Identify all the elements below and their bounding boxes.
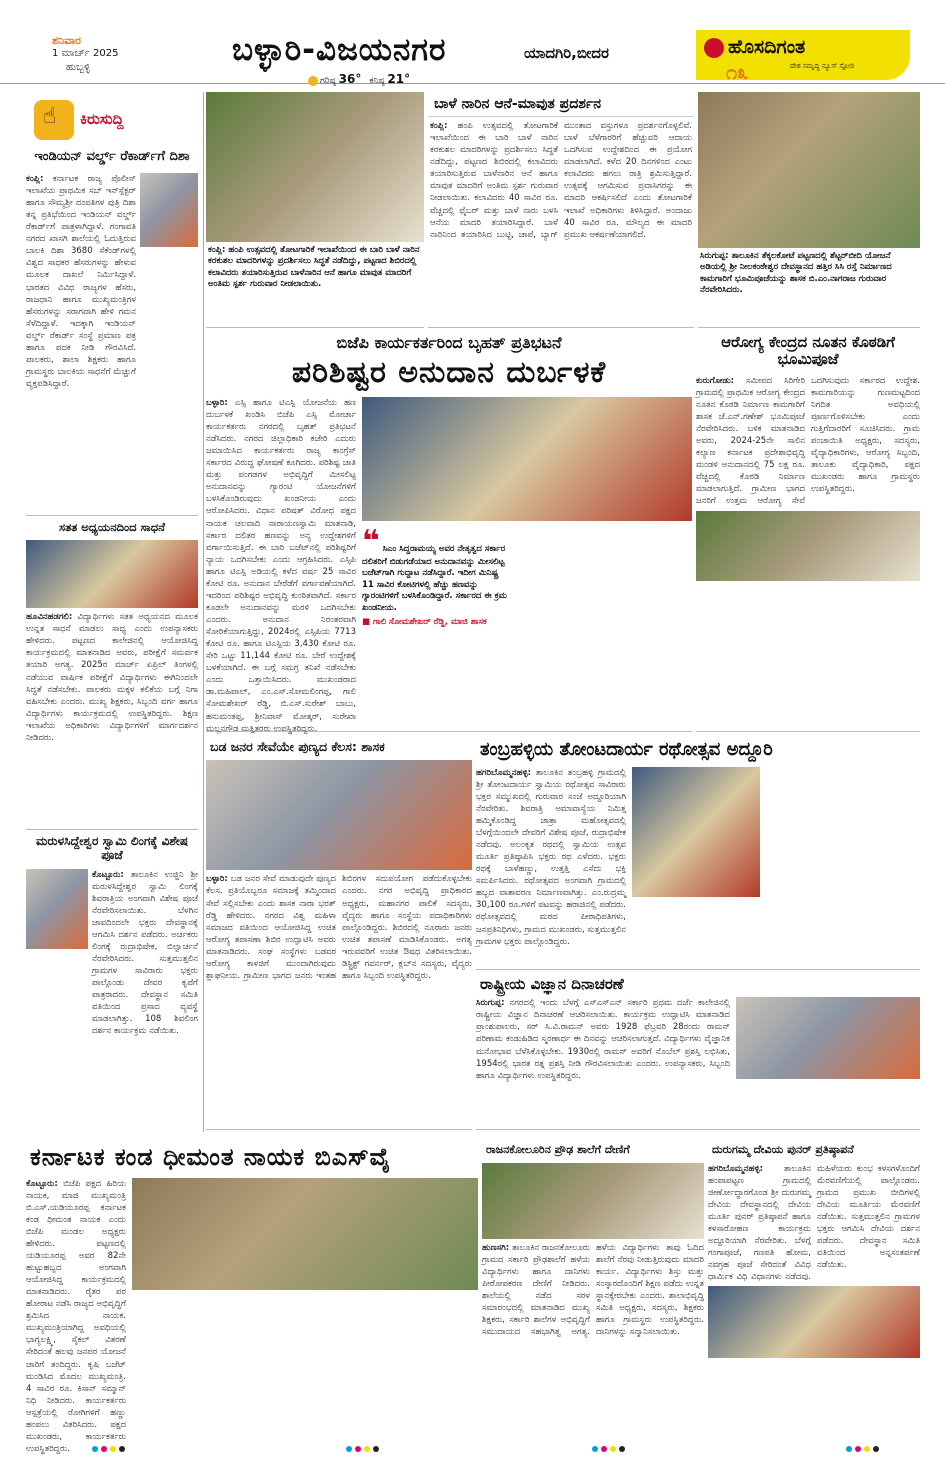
elephant-photo-block bbox=[206, 92, 424, 328]
byline: ಕಂಪ್ಲಿ: bbox=[26, 173, 44, 184]
headline: ಇಂಡಿಯನ್ ವರ್ಲ್ಡ್ ರೆಕಾರ್ಡ್‌ಗೆ ದಿಶಾ bbox=[34, 149, 190, 164]
headline: ಮರುಳಸಿದ್ದೇಶ್ವರ ಸ್ವಾಮಿ ಲಿಂಗಕ್ಕೆ ವಿಶೇಷ ಪೂಜೆ bbox=[36, 834, 188, 862]
photo-caption: ಕಂಪ್ಲಿ: ಹಂಪಿ ಉತ್ಸವದಲ್ಲಿ ತೋಟಗಾರಿಕೆ ಇಲಾಖೆಯಿಂದ ಈ ಬಾರಿ ಬಾಳೆ ನಾರಿನ ಕರಕುಶಲ ಮಾದರಿಗಳನ್ನು ಪ್ರದರ್ಶಿಸಲು ಸಿದ್ಧತೆ ನಡೆದಿದ್ದು, ಪಟ್ಟಣದ ಶಿಬಿರದಲ್ಲಿ ಕಲಾವಿದರು ತಯಾರಿಸುತ್ತಿರುವ ಬಾಳೆನಾರಿನ ಆನೆ ಹಾಗೂ ಮಾವುತ ಮಾದರಿಗೆ ಅಂತಿಮ ಸ್ಪರ್ಶ ಗುರುವಾರ ನೀಡಲಾಯಿತು. bbox=[208, 245, 420, 290]
logo-emblem-icon bbox=[704, 38, 724, 58]
print-registration-marks bbox=[92, 1446, 125, 1452]
print-registration-marks bbox=[846, 1446, 879, 1452]
brief-world-record bbox=[26, 146, 198, 516]
page-number: ೧೩ bbox=[726, 60, 749, 84]
column-divider bbox=[203, 92, 204, 1132]
article-bsy-leader: ಕರ್ನಾಟಕ ಕಂಡ ಧೀಮಂತ ನಾಯಕ ಬಿಎಸ್‌ವೈ ಕೊಟ್ಟೂರು: ಬಿಜೆಪಿ ಪಕ್ಷದ ಹಿರಿಯ ನಾಯಕ, ಮಾಜಿ ಮುಖ್ಯಮಂತ್ರಿ ಬಿ.ಎಸ್.ಯಡಿಯೂರಪ್ಪ ಕರ್ನಾಟಕ ಕಂಡ ಧೀಮಂತ ನಾಯಕ ಎಂದು ಬಿಜೆಪಿ ಮಂಡಲ ಅಧ್ಯಕ್ಷರು ಹೇಳಿದರು. ಪಟ್ಟಣದಲ್ಲಿ ಯಡಿಯೂರಪ್ಪ ಅವರ 82ನೇ ಹುಟ್ಟುಹಬ್ಬದ ಅಂಗವಾಗಿ ಆಯೋಜಿಸಿದ್ದ ಕಾರ್ಯಕ್ರಮದಲ್ಲಿ ಮಾತನಾಡಿದರು. ರೈತರ ಪರ ಹೋರಾಟ ನಡೆಸಿ ರಾಜ್ಯದ ಅಭಿವೃದ್ಧಿಗೆ ಶ್ರಮಿಸಿದ ನಾಯಕ. ಮುಖ್ಯಮಂತ್ರಿಯಾಗಿದ್ದ ಅವಧಿಯಲ್ಲಿ ಭಾಗ್ಯಲಕ್ಷ್ಮಿ, ಸೈಕಲ್ ವಿತರಣೆ ಸೇರಿದಂತೆ ಹಲವು ಜನಪರ ಯೋಜನೆ ಜಾರಿಗೆ ತಂದಿದ್ದರು. ಕೃಷಿ ಬಜೆಟ್ ಮಂಡಿಸಿದ ಮೊದಲ ಮುಖ್ಯಮಂತ್ರಿ. 4 ಸಾವಿರ ರೂ. ಕಿಸಾನ್ ಸಮ್ಮಾನ್ ನಿಧಿ ನೀಡಿದರು. ಕಾರ್ಯಕರ್ತರು ಆಸ್ಪತ್ರೆಯಲ್ಲಿ ರೋಗಿಗಳಿಗೆ ಹಣ್ಣು ಹಂಪಲು ವಿತರಿಸಿದರು. ಪಕ್ಷದ ಮುಖಂಡರು, ಕಾರ್ಯಕರ್ತರು ಉಪಸ್ಥಿತರಿದ್ದರು. bbox=[26, 1138, 478, 1438]
health-camp-group-photo bbox=[206, 760, 472, 870]
article-body: ಕರ್ನಾಟಕ ರಾಜ್ಯ ಪೊಲೀಸ್ ಇಲಾಖೆಯ ಪ್ರಾಥಮಿಕ ಸಬ್ ಇನ್‌ಸ್ಪೆಕ್ಟರ್ ಹಾಗೂ ಸೌಮ್ಯಶ್ರೀ ದಂಪತಿಗಳ ಪುತ್ರಿ ದಿಶಾ ತನ್ನ ಪ್ರತಿಭೆಯಿಂದ ಇಂಡಿಯನ್ ವರ್ಲ್ಡ್ ರೆಕಾರ್ಡ್‌ಗೆ ಪಾತ್ರಳಾಗಿದ್ದಾಳೆ. ಗಂಗಾವತಿ ನಗರದ ಖಾಸಗಿ ಶಾಲೆಯಲ್ಲಿ ಓದುತ್ತಿರುವ ಬಾಲಕಿ ದಿಶಾ 3680 ಸೆಕೆಂಡ್‌ಗಳಲ್ಲಿ ವಿಶ್ವದ ಸಾಧಕರ ಹೆಸರುಗಳನ್ನು ಹೇಳುವ ಮೂಲಕ ದಾಖಲೆ ನಿರ್ಮಿಸಿದ್ದಾಳೆ. ಭಾರತದ ವಿವಿಧ ರಾಜ್ಯಗಳ ಹೆಸರು, ರಾಜಧಾನಿ ಹಾಗೂ ಮುಖ್ಯಮಂತ್ರಿಗಳ ಹೆಸರುಗಳನ್ನು ಸರಾಗವಾಗಿ ಹೇಳಿ ಗಮನ ಸೆಳೆದಿದ್ದಾಳೆ. ಇದಕ್ಕಾಗಿ ಇಂಡಿಯನ್ ವರ್ಲ್ಡ್ ರೆಕಾರ್ಡ್ ಸಂಸ್ಥೆ ಪ್ರಮಾಣ ಪತ್ರ ಹಾಗೂ ಪದಕ ನೀಡಿ ಗೌರವಿಸಿದೆ. ಪಾಲಕರು, ಶಾಲಾ ಶಿಕ್ಷಕರು ಹಾಗೂ ಗ್ರಾಮಸ್ಥರು ಬಾಲಕಿಯ ಸಾಧನೆಗೆ ಮೆಚ್ಚುಗೆ ವ್ಯಕ್ತಪಡಿಸಿದ್ದಾರೆ. bbox=[26, 173, 136, 389]
brief-study-achievement: ಸತತ ಅಧ್ಯಯನದಿಂದ ಸಾಧನೆ ಹೂವಿನಹಡಗಲಿ: ವಿದ್ಯಾರ್ಥಿಗಳು ಸತತ ಅಧ್ಯಯನದ ಮೂಲಕ ಉನ್ನತ ಸಾಧನೆ ಮಾಡಲು ಸಾಧ್ಯ ಎಂದು ಉಪನ್ಯಾಸಕರು ಹೇಳಿದರು. ಪಟ್ಟಣದ ಕಾಲೇಜಿನಲ್ಲಿ ಆಯೋಜಿಸಿದ್ದ ಕಾರ್ಯಕ್ರಮದಲ್ಲಿ ಮಾತನಾಡಿದ ಅವರು, ಪರೀಕ್ಷೆಗೆ ಸಮರ್ಪಕ ತಯಾರಿ ಅಗತ್ಯ. 2025ರ ಮಾರ್ಚ್ ಏಪ್ರಿಲ್ ತಿಂಗಳಲ್ಲಿ ನಡೆಯುವ ವಾರ್ಷಿಕ ಪರೀಕ್ಷೆಗೆ ವಿದ್ಯಾರ್ಥಿಗಳು ಈಗಿನಿಂದಲೇ ಸಿದ್ಧತೆ ನಡೆಸಬೇಕು. ಪಾಲಕರು ಮಕ್ಕಳ ಕಲಿಕೆಯ ಬಗ್ಗೆ ನಿಗಾ ವಹಿಸಬೇಕು ಎಂದರು. ಮುಖ್ಯ ಶಿಕ್ಷಕರು, ಸಿಬ್ಬಂದಿ ವರ್ಗ ಹಾಗೂ ವಿದ್ಯಾರ್ಥಿಗಳು ಕಾರ್ಯಕ್ರಮದಲ್ಲಿ ಉಪಸ್ಥಿತರಿದ್ದರು. ಶಿಕ್ಷಣ ಇಲಾಖೆಯ ಅಧಿಕಾರಿಗಳು ವಿದ್ಯಾರ್ಥಿಗಳಿಗೆ ಮಾರ್ಗದರ್ಶನ ನೀಡಿದರು. bbox=[26, 518, 198, 830]
banana-fiber-elephant-photo bbox=[206, 92, 424, 242]
quote-text: ಸಿಎಂ ಸಿದ್ದರಾಮಯ್ಯ ಅವರ ನೇತೃತ್ವದ ಸರ್ಕಾರ ದಲಿತರಿಗೆ ಬಿಡುಗಡೆಯಾದ ಅನುದಾನವನ್ನು ಮೀಸಲಿಟ್ಟ ಬಜೆಟ್‌ಗಾಗಿ ಗುದ್ದಾಟ ನಡೆಸಿದ್ದಾರೆ. ಇದೀಗ ಮಿನಿಷ್ಟ್ರ 11 ಸಾವಿರ ಕೋಟಿಗಳಲ್ಲಿ ಹೆಚ್ಚು ಹಣವನ್ನು ಗ್ಯಾರಂಟಿಗಳಿಗೆ ಬಳಸಿಕೊಂಡಿದ್ದಾರೆ. ಸರ್ಕಾರದ ಈ ಕ್ರಮ ಖಂಡನೀಯ. bbox=[362, 543, 507, 613]
chariot-crowd-photo bbox=[632, 767, 760, 897]
article-durugamma-temple: ದುರುಗಮ್ಮ ದೇವಿಯ ಪುನರ್ ಪ್ರತಿಷ್ಠಾಪನೆ ಹಗರಿಬೊಮ್ಮನಹಳ್ಳಿ: ತಾಲೂಕಿನ ಹಂಪಾಪಟ್ಟಣ ಗ್ರಾಮದಲ್ಲಿ ಜೀರ್ಣೋದ್ಧಾರಗೊಂಡ ಶ್ರೀ ದುರುಗಮ್ಮ ದೇವಿಯ ದೇವಸ್ಥಾನದಲ್ಲಿ ದೇವಿಯ ಮೂರ್ತಿ ಪುನರ್ ಪ್ರತಿಷ್ಠಾಪನೆ ಹಾಗೂ ಕಳಸಾರೋಹಣ ಕಾರ್ಯಕ್ರಮ ಅದ್ದೂರಿಯಾಗಿ ನೆರವೇರಿತು. ಬೆಳಗ್ಗೆ ಗಂಗಾಪೂಜೆ, ಗಣಪತಿ ಹೋಮ, ನವಗ್ರಹ ಪೂಜೆ ಸೇರಿದಂತೆ ವಿವಿಧ ಧಾರ್ಮಿಕ ವಿಧಿ ವಿಧಾನಗಳು ನಡೆದವು. ಮಹಿಳೆಯರು ಕುಂಭ ಕಳಸಗಳೊಂದಿಗೆ ಮೆರವಣಿಗೆಯಲ್ಲಿ ಪಾಲ್ಗೊಂಡರು. ಗ್ರಾಮದ ಪ್ರಮುಖ ಬೀದಿಗಳಲ್ಲಿ ದೇವಿಯ ಮೂರ್ತಿಯ ಮೆರವಣಿಗೆ ನಡೆಯಿತು. ಸುತ್ತಮುತ್ತಲಿನ ಗ್ರಾಮಗಳ ಭಕ್ತರು ಆಗಮಿಸಿ ದೇವಿಯ ದರ್ಶನ ಪಡೆದರು. ದೇವಸ್ಥಾನ ಸಮಿತಿ ವತಿಯಿಂದ ಅನ್ನಸಂತರ್ಪಣೆ ನಡೆಯಿತು. bbox=[708, 1138, 920, 1438]
science-day-event-photo bbox=[736, 997, 920, 1079]
article-body: ತಾಲೂಕಿನ ಉಜ್ಜಿನಿ ಶ್ರೀ ಮರುಳಸಿದ್ದೇಶ್ವರ ಸ್ವಾಮಿ ಲಿಂಗಕ್ಕೆ ಶಿವರಾತ್ರಿಯ ಅಂಗವಾಗಿ ವಿಶೇಷ ಪೂಜೆ ನೆರವೇರಿಸಲಾಯಿತು. ಬೆಳಗಿನ ಜಾವದಿಂದಲೇ ಭಕ್ತರು ದೇವಸ್ಥಾನಕ್ಕೆ ಆಗಮಿಸಿ ದರ್ಶನ ಪಡೆದರು. ಅರ್ಚಕರು ಲಿಂಗಕ್ಕೆ ರುದ್ರಾಭಿಷೇಕ, ಬಿಲ್ವಾರ್ಚನೆ ನೆರವೇರಿಸಿದರು. ಸುತ್ತಮುತ್ತಲಿನ ಗ್ರಾಮಗಳ ಸಾವಿರಾರು ಭಕ್ತರು ಪಾಲ್ಗೊಂಡು ದೇವರ ಕೃಪೆಗೆ ಪಾತ್ರರಾದರು. ದೇವಸ್ಥಾನ ಸಮಿತಿ ವತಿಯಿಂದ ಪ್ರಸಾದ ವ್ಯವಸ್ಥೆ ಮಾಡಲಾಗಿತ್ತು. 108 ಶಿವಲಿಂಗ ದರ್ಶನ ಕಾರ್ಯಕ್ರಮ ನಡೆಯಿತು. bbox=[92, 869, 198, 1037]
lead-article-sc-funds: ಬಿಜೆಪಿ ಕಾರ್ಯಕರ್ತರಿಂದ ಬೃಹತ್ ಪ್ರತಿಭಟನೆ ಪರಿಶಿಷ್ಟರ ಅನುದಾನ ದುರ್ಬಳಕೆ ಬಳ್ಳಾರಿ: ಎಸ್ಸಿ ಹಾಗೂ ಟಿಎಸ್ಪಿ ಯೋಜನೆಯ ಹಣ ದುರ್ಬಳಕೆ ಖಂಡಿಸಿ ಬಿಜೆಪಿ ಎಸ್ಸಿ ಮೋರ್ಚಾ ಕಾರ್ಯಕರ್ತರು ನಗರದಲ್ಲಿ ಬೃಹತ್ ಪ್ರತಿಭಟನೆ ನಡೆಸಿದರು. ನಗರದ ಜಿಲ್ಲಾಧಿಕಾರಿ ಕಚೇರಿ ಎದುರು ಜಮಾಯಿಸಿದ ಕಾರ್ಯಕರ್ತರು ರಾಜ್ಯ ಕಾಂಗ್ರೆಸ್ ಸರ್ಕಾರದ ವಿರುದ್ಧ ಘೋಷಣೆ ಕೂಗಿದರು. ಪರಿಶಿಷ್ಟ ಜಾತಿ ಮತ್ತು ಪಂಗಡಗಳ ಅಭಿವೃದ್ಧಿಗೆ ಮೀಸಲಿಟ್ಟ ಅನುದಾನವನ್ನು ಗ್ಯಾರಂಟಿ ಯೋಜನೆಗಳಿಗೆ ಬಳಸಿಕೊಂಡಿರುವುದು ಖಂಡನೀಯ ಎಂದು ಆರೋಪಿಸಿದರು. ವಿಧಾನ ಪರಿಷತ್ ವಿರೋಧ ಪಕ್ಷದ ನಾಯಕ ಚಲವಾದಿ ನಾರಾಯಣಸ್ವಾಮಿ ಮಾತನಾಡಿ, ಸರ್ಕಾರ ದಲಿತರ ಹಣವನ್ನು ಅನ್ಯ ಉದ್ದೇಶಗಳಿಗೆ ವರ್ಗಾಯಿಸುತ್ತಿದೆ. ಈ ಬಾರಿ ಬಜೆಟ್‌ನಲ್ಲಿ ಪರಿಶಿಷ್ಟರಿಗೆ ನ್ಯಾಯ ಒದಗಿಸಬೇಕು ಎಂದು ಆಗ್ರಹಿಸಿದರು. ಎಸ್ಸಿಪಿ ಹಾಗೂ ಟಿಎಸ್ಪಿ ಅಡಿಯಲ್ಲಿ ಕಳೆದ ವರ್ಷ 25 ಸಾವಿರ ಕೋಟಿ ರೂ. ಅನುದಾನ ಬೇರೆಡೆಗೆ ವರ್ಗಾವಣೆಯಾಗಿದೆ. ಇದರಿಂದ ಪರಿಶಿಷ್ಟರ ಅಭಿವೃದ್ಧಿ ಕುಂಠಿತವಾಗಿದೆ. ಸರ್ಕಾರ ಕೂಡಲೇ ಅನುದಾನವನ್ನು ಮರಳಿ ಒದಗಿಸಬೇಕು ಎಂದರು. ಅನುದಾನ ನಿರಂತರವಾಗಿ ಸೋರಿಕೆಯಾಗುತ್ತಿದ್ದು, 2024ರಲ್ಲಿ ಎಸ್ಸಿಪಿಯ 7713 ಕೋಟಿ ರೂ. ಹಾಗೂ ಟಿಎಸ್ಪಿಯ 3,430 ಕೋಟಿ ರೂ. ಸೇರಿ ಒಟ್ಟು 11,144 ಕೋಟಿ ರೂ. ಬೇರೆ ಉದ್ದೇಶಕ್ಕೆ ಬಳಕೆಯಾಗಿದೆ. ಈ ಬಗ್ಗೆ ಸಮಗ್ರ ತನಿಖೆ ನಡೆಸಬೇಕು ಎಂದು ಒತ್ತಾಯಿಸಿದರು. ಮುಖಂಡರಾದ ಡಾ.ಮಹಿಪಾಲ್, ಎಂ.ಎಸ್.ಸೋಮಲಿಂಗಪ್ಪ, ಗಾಲಿ ಸೋಮಶೇಖರ್ ರೆಡ್ಡಿ, ಬಿ.ಎಸ್.ಸುರೇಶ್ ಬಾಬು, ಹನುಮಂತಪ್ಪ, ಶ್ರೀನಿವಾಸ್ ಮೋತ್ಕರ್, ಸುರೇಖಾ ಮಲ್ಲನಗೌಡ ಮತ್ತಿತರರು ಉಪಸ್ಥಿತರಿದ್ದರು. ❝ ಸಿಎಂ ಸಿದ್ದರಾಮಯ್ಯ ಅವರ ನೇತೃತ್ವದ ಸರ್ಕಾರ ದಲಿತರಿಗೆ ಬಿಡುಗಡೆಯಾದ ಅನುದಾನವನ್ನು ಮೀಸಲಿಟ್ಟ ಬಜೆಟ್‌ಗಾಗಿ ಗುದ್ದಾಟ ನಡೆಸಿದ್ದಾರೆ. ಇದೀಗ ಮಿನಿಷ್ಟ್ರ 11 ಸಾವಿರ ಕೋಟಿಗಳಲ್ಲಿ ಹೆಚ್ಚು ಹಣವನ್ನು ಗ್ಯಾರಂಟಿಗಳಿಗೆ ಬಳಸಿಕೊಂಡಿದ್ದಾರೆ. ಸರ್ಕಾರದ ಈ ಕ್ರಮ ಖಂಡನೀಯ. ■ ಗಾಲಿ ಸೋಮಶೇಖರ್ ರೆಡ್ಡಿ, ಮಾಜಿ ಶಾಸಕ bbox=[206, 330, 692, 732]
weather-high: ಗರಿಷ್ಠ 36° bbox=[308, 72, 361, 86]
protest-crowd-photo bbox=[362, 397, 692, 521]
article-body-continued bbox=[766, 767, 920, 948]
health-bhoomipooja-photo bbox=[696, 511, 920, 581]
school-donation-photo bbox=[482, 1163, 704, 1239]
article-body: ನಗರದಲ್ಲಿ ಇಂದು ಬೆಳಗ್ಗೆ ಎಸ್‌ಎಸ್‌ಎನ್ ಸರ್ಕಾರಿ ಪ್ರಥಮ ದರ್ಜೆ ಕಾಲೇಜಿನಲ್ಲಿ ರಾಷ್ಟ್ರೀಯ ವಿಜ್ಞಾನ ದಿನಾಚರಣೆ ಆಚರಿಸಲಾಯಿತು. ಕಾರ್ಯಕ್ರಮ ಉದ್ಘಾಟಿಸಿ ಮಾತನಾಡಿದ ಪ್ರಾಂಶುಪಾಲರು, ಸರ್ ಸಿ.ವಿ.ರಾಮನ್ ಅವರು 1928 ಫೆಬ್ರವರಿ 28ರಂದು ರಾಮನ್ ಪರಿಣಾಮ ಕಂಡುಹಿಡಿದ ಸ್ಮರಣಾರ್ಥ ಈ ದಿನವನ್ನು ಆಚರಿಸಲಾಗುತ್ತದೆ. ವಿದ್ಯಾರ್ಥಿಗಳು ವೈಜ್ಞಾನಿಕ ಮನೋಭಾವ ಬೆಳೆಸಿಕೊಳ್ಳಬೇಕು. 1930ರಲ್ಲಿ ರಾಮನ್ ಅವರಿಗೆ ನೊಬೆಲ್ ಪ್ರಶಸ್ತಿ ಲಭಿಸಿತು, 1954ರಲ್ಲಿ ಭಾರತ ರತ್ನ ಪ್ರಶಸ್ತಿ ನೀಡಿ ಗೌರವಿಸಲಾಯಿತು ಎಂದರು. ಉಪನ್ಯಾಸಕರು, ಸಿಬ್ಬಂದಿ ಹಾಗೂ ವಿದ್ಯಾರ್ಥಿಗಳು ಉಪಸ್ಥಿತರಿದ್ದರು. bbox=[476, 998, 730, 1081]
article-body: ವಿದ್ಯಾರ್ಥಿಗಳು ಸತತ ಅಧ್ಯಯನದ ಮೂಲಕ ಉನ್ನತ ಸಾಧನೆ ಮಾಡಲು ಸಾಧ್ಯ ಎಂದು ಉಪನ್ಯಾಸಕರು ಹೇಳಿದರು. ಪಟ್ಟಣದ ಕಾಲೇಜಿನಲ್ಲಿ ಆಯೋಜಿಸಿದ್ದ ಕಾರ್ಯಕ್ರಮದಲ್ಲಿ ಮಾತನಾಡಿದ ಅವರು, ಪರೀಕ್ಷೆಗೆ ಸಮರ್ಪಕ ತಯಾರಿ ಅಗತ್ಯ. 2025ರ ಮಾರ್ಚ್ ಏಪ್ರಿಲ್ ತಿಂಗಳಲ್ಲಿ ನಡೆಯುವ ವಾರ್ಷಿಕ ಪರೀಕ್ಷೆಗೆ ವಿದ್ಯಾರ್ಥಿಗಳು ಈಗಿನಿಂದಲೇ ಸಿದ್ಧತೆ ನಡೆಸಬೇಕು. ಪಾಲಕರು ಮಕ್ಕಳ ಕಲಿಕೆಯ ಬಗ್ಗೆ ನಿಗಾ ವಹಿಸಬೇಕು ಎಂದರು. ಮುಖ್ಯ ಶಿಕ್ಷಕರು, ಸಿಬ್ಬಂದಿ ವರ್ಗ ಹಾಗೂ ವಿದ್ಯಾರ್ಥಿಗಳು ಕಾರ್ಯಕ್ರಮದಲ್ಲಿ ಉಪಸ್ಥಿತರಿದ್ದರು. ಶಿಕ್ಷಣ ಇಲಾಖೆಯ ಅಧಿಕಾರಿಗಳು ವಿದ್ಯಾರ್ಥಿಗಳಿಗೆ ಮಾರ್ಗದರ್ಶನ ನೀಡಿದರು. bbox=[26, 612, 199, 743]
page-title: ಬಳ್ಳಾರಿ-ವಿಜಯನಗರ bbox=[232, 32, 447, 68]
temple-photo bbox=[708, 1286, 920, 1358]
headline: ಆರೋಗ್ಯ ಕೇಂದ್ರದ ನೂತನ ಕೊಠಡಿಗೆ ಭೂಮಿಪೂಜೆ bbox=[721, 333, 895, 369]
article-body: ಹಂಪಿ ಉತ್ಸವದಲ್ಲಿ ತೋಟಗಾರಿಕೆ ಇಲಾಖೆಯಿಂದ ಈ ಬಾರಿ ಬಾಳೆ ನಾರಿನ ಕರಕುಶಲ ಮಾದರಿಗಳನ್ನು ಪ್ರದರ್ಶಿಸಲು ಸಿದ್ಧತೆ ನಡೆದಿದ್ದು, ಪಟ್ಟಣದ ಶಿಬಿರದಲ್ಲಿ ಕಲಾವಿದರು ತಯಾರಿಸುತ್ತಿರುವ ಬಾಳೆನಾರಿನ ಆನೆ ಹಾಗೂ ಮಾವುತ ಮಾದರಿಗೆ ಅಂತಿಮ ಸ್ಪರ್ಶ ಗುರುವಾರ ನೀಡಲಾಯಿತು. ಕಲಾವಿದರು 40 ಸಾವಿರ ರೂ. ವೆಚ್ಚದಲ್ಲಿ ಫೈಬರ್ ಮತ್ತು ಬಾಳೆ ನಾರು ಬಳಸಿ ಆನೆಯ ಮಾದರಿ ತಯಾರಿಸಿದ್ದಾರೆ. ಬಾಳೆ ನಾರಿನಿಂದ ತಯಾರಿಸಿದ ಬುಟ್ಟಿ, ಚಾಪೆ, ಬ್ಯಾಗ್ ಮುಂತಾದ ವಸ್ತುಗಳೂ ಪ್ರದರ್ಶನಗೊಳ್ಳಲಿವೆ. ಬಾಳೆ ಬೆಳೆಗಾರರಿಗೆ ಹೆಚ್ಚುವರಿ ಆದಾಯ ಒದಗಿಸುವ ಉದ್ದೇಶದಿಂದ ಈ ಪ್ರಯೋಗ ಮಾಡಲಾಗಿದೆ. ಕಳೆದ 20 ದಿನಗಳಿಂದ ಎಂಟು ಕಲಾವಿದರು ಹಗಲು ರಾತ್ರಿ ಶ್ರಮಿಸುತ್ತಿದ್ದಾರೆ. ಉತ್ಸವಕ್ಕೆ ಆಗಮಿಸುವ ಪ್ರವಾಸಿಗರನ್ನು ಈ ಮಾದರಿ ಆಕರ್ಷಿಸಲಿದೆ ಎಂದು ತೋಟಗಾರಿಕೆ ಇಲಾಖೆ ಅಧಿಕಾರಿಗಳು ತಿಳಿಸಿದ್ದಾರೆ. ಅಂದಾಜು 40 ಸಾವಿರ ರೂ. ಮೌಲ್ಯದ ಈ ಮಾದರಿ ಪ್ರಮುಖ ಆಕರ್ಷಣೆಯಾಗಲಿದೆ. bbox=[430, 121, 692, 240]
photo-caption: ಸಿರುಗುಪ್ಪ: ತಾಲೂಕಿನ ತೆಕ್ಕಲಕೋಟೆ ಪಟ್ಟಣದಲ್ಲಿ ಶೆಟ್ಟರ್‌ಬೀದಿ ಯೋಜನೆ ಅಡಿಯಲ್ಲಿ ಶ್ರೀ ನೀಲಕಂಠೇಶ್ವರ ದೇವಸ್ಥಾನದ ಹತ್ತಿರ ಸಿಸಿ ರಸ್ತೆ ನಿರ್ಮಾಣದ ಕಾಮಗಾರಿಗೆ ಭೂಮಿಪೂಜೆಯನ್ನು ಶಾಸಕ ಬಿ.ಎಂ.ನಾಗರಾಜ ಗುರುವಾರ ನೆರವೇರಿಸಿದರು. bbox=[700, 251, 892, 296]
quote-author: ಗಾಲಿ ಸೋಮಶೇಖರ್ ರೆಡ್ಡಿ, ಮಾಜಿ ಶಾಸಕ bbox=[373, 617, 487, 628]
article-body: ಸಮೀಪದ ಸಿರಿಗೇರಿ ಗ್ರಾಮದಲ್ಲಿ ಪ್ರಾಥಮಿಕ ಆರೋಗ್ಯ ಕೇಂದ್ರದ ನೂತನ ಕೊಠಡಿ ನಿರ್ಮಾಣ ಕಾಮಗಾರಿಗೆ ಶಾಸಕ ಜೆ.ಎನ್.ಗಣೇಶ್ ಭೂಮಿಪೂಜೆ ನೆರವೇರಿಸಿದರು. ಬಳಿಕ ಮಾತನಾಡಿದ ಅವರು, 2024-25ನೇ ಸಾಲಿನ ಕಲ್ಯಾಣ ಕರ್ನಾಟಕ ಪ್ರದೇಶಾಭಿವೃದ್ಧಿ ಮಂಡಳಿ ಅನುದಾನದಲ್ಲಿ 75 ಲಕ್ಷ ರೂ. ವೆಚ್ಚದಲ್ಲಿ ಕೊಠಡಿ ನಿರ್ಮಾಣ ಮಾಡಲಾಗುತ್ತಿದೆ. ಗ್ರಾಮೀಣ ಭಾಗದ ಜನರಿಗೆ ಉತ್ತಮ ಆರೋಗ್ಯ ಸೇವೆ ಒದಗಿಸುವುದು ಸರ್ಕಾರದ ಉದ್ದೇಶ. ಕಾಮಗಾರಿಯನ್ನು ಗುಣಮಟ್ಟದಿಂದ ನಿಗದಿತ ಅವಧಿಯಲ್ಲಿ ಪೂರ್ಣಗೊಳಿಸಬೇಕು ಎಂದು ಗುತ್ತಿಗೆದಾರರಿಗೆ ಸೂಚಿಸಿದರು. ಗ್ರಾಮ ಪಂಚಾಯಿತಿ ಅಧ್ಯಕ್ಷರು, ಸದಸ್ಯರು, ವೈದ್ಯಾಧಿಕಾರಿಗಳು, ಆರೋಗ್ಯ ಸಿಬ್ಬಂದಿ, ತಾಲೂಕು ವೈದ್ಯಾಧಿಕಾರಿ, ಪಕ್ಷದ ಮುಖಂಡರು ಹಾಗೂ ಗ್ರಾಮಸ್ಥರು ಉಪಸ್ಥಿತರಿದ್ದರು. bbox=[696, 375, 920, 507]
lead-pull-quote: ❝ ಸಿಎಂ ಸಿದ್ದರಾಮಯ್ಯ ಅವರ ನೇತೃತ್ವದ ಸರ್ಕಾರ ದಲಿತರಿಗೆ ಬಿಡುಗಡೆಯಾದ ಅನುದಾನವನ್ನು ಮೀಸಲಿಟ್ಟ ಬಜೆಟ್‌ಗಾಗಿ ಗುದ್ದಾಟ ನಡೆಸಿದ್ದಾರೆ. ಇದೀಗ ಮಿನಿಷ್ಟ್ರ 11 ಸಾವಿರ ಕೋಟಿಗಳಲ್ಲಿ ಹೆಚ್ಚು ಹಣವನ್ನು ಗ್ಯಾರಂಟಿಗಳಿಗೆ ಬಳಸಿಕೊಂಡಿದ್ದಾರೆ. ಸರ್ಕಾರದ ಈ ಕ್ರಮ ಖಂಡನೀಯ. ■ ಗಾಲಿ ಸೋಮಶೇಖರ್ ರೆಡ್ಡಿ, ಮಾಜಿ ಶಾಸಕ bbox=[362, 523, 507, 628]
article-body: ಬಡ ಜನರ ಸೇವೆ ಮಾಡುವುದೇ ಪುಣ್ಯದ ಕೆಲಸ. ಪ್ರತಿಯೊಬ್ಬರೂ ಸಮಾಜಕ್ಕೆ ತಮ್ಮಿಂದಾದ ಸೇವೆ ಸಲ್ಲಿಸಬೇಕು ಎಂದು ಶಾಸಕ ನಾರಾ ಭರತ್ ರೆಡ್ಡಿ ಹೇಳಿದರು. ನಗರದ ವಿಶ್ವ ಮಹಿಳಾ ಸಮಾಜದ ವತಿಯಿಂದ ಆಯೋಜಿಸಿದ್ದ ಉಚಿತ ಆರೋಗ್ಯ ತಪಾಸಣಾ ಶಿಬಿರ ಉದ್ಘಾಟಿಸಿ ಅವರು ಮಾತನಾಡಿದರು. ಸಂಘ ಸಂಸ್ಥೆಗಳು ಬಡವರ ಆರೋಗ್ಯ ಕಾಳಜಿಗೆ ಮುಂದಾಗಿರುವುದು ಶ್ಲಾಘನೀಯ. ಗ್ರಾಮೀಣ ಭಾಗದ ಜನರು ಇಂತಹ ಶಿಬಿರಗಳ ಸದುಪಯೋಗ ಪಡೆದುಕೊಳ್ಳಬೇಕು ಎಂದರು. ನಗರ ಅಭಿವೃದ್ಧಿ ಪ್ರಾಧಿಕಾರದ ಅಧ್ಯಕ್ಷರು, ಮಹಾನಗರ ಪಾಲಿಕೆ ಸದಸ್ಯರು, ವೈದ್ಯರು ಹಾಗೂ ಸಂಸ್ಥೆಯ ಪದಾಧಿಕಾರಿಗಳು ಪಾಲ್ಗೊಂಡಿದ್ದರು. ಶಿಬಿರದಲ್ಲಿ ನೂರಾರು ಜನರು ಉಚಿತ ತಪಾಸಣೆ ಮಾಡಿಸಿಕೊಂಡರು. ಅಗತ್ಯ ಇರುವವರಿಗೆ ಉಚಿತ ಔಷಧ ವಿತರಿಸಲಾಯಿತು. ಡಿಸ್ಟ್ರಿಕ್ಟ್ ಗವರ್ನರ್, ಕ್ಲಬ್‌ನ ಸದಸ್ಯರು, ವೈದ್ಯರು ಹಾಗೂ ಸಿಬ್ಬಂದಿ ಉಪಸ್ಥಿತರಿದ್ದರು. bbox=[206, 874, 472, 981]
headline: ರಾಜನಕೋಲೂರಿನ ಪ್ರೌಢ ಶಾಲೆಗೆ ದೇಣಿಗೆ bbox=[486, 1143, 630, 1156]
headline: ಬಡ ಜನರ ಸೇವೆಯೇ ಪುಣ್ಯದ ಕೆಲಸ: ಶಾಸಕ bbox=[210, 739, 385, 754]
headline: ಕರ್ನಾಟಕ ಕಂಡ ಧೀಮಂತ ನಾಯಕ ಬಿಎಸ್‌ವೈ bbox=[30, 1143, 392, 1171]
newspaper-logo: ಹೊಸದಿಗಂತ ದೇಶ ಸಮೃದ್ಧಿ ನ್ಯೂಸ್ ಸ್ಟೋರಿ bbox=[696, 30, 910, 80]
headline: ದುರುಗಮ್ಮ ದೇವಿಯ ಪುನರ್ ಪ್ರತಿಷ್ಠಾಪನೆ bbox=[712, 1143, 854, 1156]
brief-special-pooja: ಮರುಳಸಿದ್ದೇಶ್ವರ ಸ್ವಾಮಿ ಲಿಂಗಕ್ಕೆ ವಿಶೇಷ ಪೂಜೆ ಕೊಟ್ಟೂರು: ತಾಲೂಕಿನ ಉಜ್ಜಿನಿ ಶ್ರೀ ಮರುಳಸಿದ್ದೇಶ್ವರ ಸ್ವಾಮಿ ಲಿಂಗಕ್ಕೆ ಶಿವರಾತ್ರಿಯ ಅಂಗವಾಗಿ ವಿಶೇಷ ಪೂಜೆ ನೆರವೇರಿಸಲಾಯಿತು. ಬೆಳಗಿನ ಜಾವದಿಂದಲೇ ಭಕ್ತರು ದೇವಸ್ಥಾನಕ್ಕೆ ಆಗಮಿಸಿ ದರ್ಶನ ಪಡೆದರು. ಅರ್ಚಕರು ಲಿಂಗಕ್ಕೆ ರುದ್ರಾಭಿಷೇಕ, ಬಿಲ್ವಾರ್ಚನೆ ನೆರವೇರಿಸಿದರು. ಸುತ್ತಮುತ್ತಲಿನ ಗ್ರಾಮಗಳ ಸಾವಿರಾರು ಭಕ್ತರು ಪಾಲ್ಗೊಂಡು ದೇವರ ಕೃಪೆಗೆ ಪಾತ್ರರಾದರು. ದೇವಸ್ಥಾನ ಸಮಿತಿ ವತಿಯಿಂದ ಪ್ರಸಾದ ವ್ಯವಸ್ಥೆ ಮಾಡಲಾಗಿತ್ತು. 108 ಶಿವಲಿಂಗ ದರ್ಶನ ಕಾರ್ಯಕ್ರಮ ನಡೆಯಿತು. bbox=[26, 832, 198, 1122]
issue-date: 1 ಮಾರ್ಚ್ 2025 bbox=[52, 48, 119, 59]
print-registration-marks bbox=[346, 1446, 379, 1452]
lead-headline: ಪರಿಶಿಷ್ಟರ ಅನುದಾನ ದುರ್ಬಳಕೆ bbox=[291, 355, 607, 391]
article-body: ತಾಲೂಕಿನ ರಾಜನಕೋಲೂರು ಗ್ರಾಮದ ಸರ್ಕಾರಿ ಪ್ರೌಢಶಾಲೆಗೆ ಹಳೆಯ ವಿದ್ಯಾರ್ಥಿಗಳು ಹಾಗೂ ದಾನಿಗಳು ಪೀಠೋಪಕರಣ ದೇಣಿಗೆ ನೀಡಿದರು. ಶಾಲೆಯಲ್ಲಿ ನಡೆದ ಸರಳ ಸಮಾರಂಭದಲ್ಲಿ ಮಾತನಾಡಿದ ಮುಖ್ಯ ಶಿಕ್ಷಕರು, ಸರ್ಕಾರಿ ಶಾಲೆಗಳ ಅಭಿವೃದ್ಧಿಗೆ ಸಮುದಾಯದ ಸಹಭಾಗಿತ್ವ ಅಗತ್ಯ. ಹಳೆಯ ವಿದ್ಯಾರ್ಥಿಗಳು ತಾವು ಓದಿದ ಶಾಲೆಗೆ ನೆರವು ನೀಡುತ್ತಿರುವುದು ಮಾದರಿ ಕಾರ್ಯ. ವಿದ್ಯಾರ್ಥಿಗಳು ಶಿಸ್ತು ಮತ್ತು ಸಂಸ್ಕಾರದೊಂದಿಗೆ ಶಿಕ್ಷಣ ಪಡೆದು ಉನ್ನತ ಸ್ಥಾನಕ್ಕೇರಬೇಕು ಎಂದರು. ಶಾಲಾಭಿವೃದ್ಧಿ ಸಮಿತಿ ಅಧ್ಯಕ್ಷರು, ಸದಸ್ಯರು, ಶಿಕ್ಷಕರು ಹಾಗೂ ಗ್ರಾಮಸ್ಥರು ಉಪಸ್ಥಿತರಿದ್ದರು. ದಾನಿಗಳನ್ನು ಸನ್ಮಾನಿಸಲಾಯಿತು. bbox=[482, 1242, 704, 1338]
edition-location: ಹುಬ್ಬಳ್ಳಿ bbox=[66, 62, 91, 73]
bhoomipooja-group-photo bbox=[698, 92, 920, 248]
article-service-to-poor: ಬಡ ಜನರ ಸೇವೆಯೇ ಪುಣ್ಯದ ಕೆಲಸ: ಶಾಸಕ ಬಳ್ಳಾರಿ: ಬಡ ಜನರ ಸೇವೆ ಮಾಡುವುದೇ ಪುಣ್ಯದ ಕೆಲಸ. ಪ್ರತಿಯೊಬ್ಬರೂ ಸಮಾಜಕ್ಕೆ ತಮ್ಮಿಂದಾದ ಸೇವೆ ಸಲ್ಲಿಸಬೇಕು ಎಂದು ಶಾಸಕ ನಾರಾ ಭರತ್ ರೆಡ್ಡಿ ಹೇಳಿದರು. ನಗರದ ವಿಶ್ವ ಮಹಿಳಾ ಸಮಾಜದ ವತಿಯಿಂದ ಆಯೋಜಿಸಿದ್ದ ಉಚಿತ ಆರೋಗ್ಯ ತಪಾಸಣಾ ಶಿಬಿರ ಉದ್ಘಾಟಿಸಿ ಅವರು ಮಾತನಾಡಿದರು. ಸಂಘ ಸಂಸ್ಥೆಗಳು ಬಡವರ ಆರೋಗ್ಯ ಕಾಳಜಿಗೆ ಮುಂದಾಗಿರುವುದು ಶ್ಲಾಘನೀಯ. ಗ್ರಾಮೀಣ ಭಾಗದ ಜನರು ಇಂತಹ ಶಿಬಿರಗಳ ಸದುಪಯೋಗ ಪಡೆದುಕೊಳ್ಳಬೇಕು ಎಂದರು. ನಗರ ಅಭಿವೃದ್ಧಿ ಪ್ರಾಧಿಕಾರದ ಅಧ್ಯಕ್ಷರು, ಮಹಾನಗರ ಪಾಲಿಕೆ ಸದಸ್ಯರು, ವೈದ್ಯರು ಹಾಗೂ ಸಂಸ್ಥೆಯ ಪದಾಧಿಕಾರಿಗಳು ಪಾಲ್ಗೊಂಡಿದ್ದರು. ಶಿಬಿರದಲ್ಲಿ ನೂರಾರು ಜನರು ಉಚಿತ ತಪಾಸಣೆ ಮಾಡಿಸಿಕೊಂಡರು. ಅಗತ್ಯ ಇರುವವರಿಗೆ ಉಚಿತ ಔಷಧ ವಿತರಿಸಲಾಯಿತು. ಡಿಸ್ಟ್ರಿಕ್ಟ್ ಗವರ್ನರ್, ಕ್ಲಬ್‌ನ ಸದಸ್ಯರು, ವೈದ್ಯರು ಹಾಗೂ ಸಿಬ್ಬಂದಿ ಉಪಸ್ಥಿತರಿದ್ದರು. bbox=[206, 734, 472, 1130]
article-chariot-festival: ತಂಬ್ರಹಳ್ಳಿಯ ತೋಂಟದಾರ್ಯ ರಥೋತ್ಸವ ಅದ್ದೂರಿ ಹಗರಿಬೊಮ್ಮನಹಳ್ಳಿ: ತಾಲೂಕಿನ ತಂಬ್ರಹಳ್ಳಿ ಗ್ರಾಮದಲ್ಲಿ ಶ್ರೀ ತೋಂಟದಾರ್ಯ ಸ್ವಾಮಿಯ ರಥೋತ್ಸವ ಸಾವಿರಾರು ಭಕ್ತರ ಸಮ್ಮುಖದಲ್ಲಿ ಗುರುವಾರ ಸಂಜೆ ಅದ್ದೂರಿಯಾಗಿ ನೆರವೇರಿತು. ಶಿವರಾತ್ರಿ ಅಮಾವಾಸ್ಯೆಯ ನಿಮಿತ್ತ ಹಮ್ಮಿಕೊಂಡಿದ್ದ ಜಾತ್ರಾ ಮಹೋತ್ಸವದಲ್ಲಿ ಬೆಳಗ್ಗೆಯಿಂದಲೇ ದೇವರಿಗೆ ವಿಶೇಷ ಪೂಜೆ, ರುದ್ರಾಭಿಷೇಕ ನಡೆದವು. ಅಲಂಕೃತ ರಥದಲ್ಲಿ ಸ್ವಾಮಿಯ ಉತ್ಸವ ಮೂರ್ತಿ ಪ್ರತಿಷ್ಠಾಪಿಸಿ ಭಕ್ತರು ರಥ ಎಳೆದರು. ಭಕ್ತರು ರಥಕ್ಕೆ ಬಾಳೆಹಣ್ಣು, ಉತ್ತತ್ತಿ ಎಸೆದು ಭಕ್ತಿ ಸಮರ್ಪಿಸಿದರು. ರಥೋತ್ಸವದ ಅಂಗವಾಗಿ ಗ್ರಾಮದಲ್ಲಿ ಹಬ್ಬದ ವಾತಾವರಣ ನಿರ್ಮಾಣವಾಗಿತ್ತು. ಎಂ.ರುದ್ರಮ್ಮ 30,100 ರೂ.ಗಳಿಗೆ ಪಟವನ್ನು ಹರಾಜಿನಲ್ಲಿ ಪಡೆದರು. ರಥೋತ್ಸವದಲ್ಲಿ ಮಠದ ಪೀಠಾಧಿಪತಿಗಳು, ಜನಪ್ರತಿನಿಧಿಗಳು, ಗ್ರಾಮದ ಮುಖಂಡರು, ಸುತ್ತಮುತ್ತಲಿನ ಗ್ರಾಮಗಳ ಭಕ್ತರು ಪಾಲ್ಗೊಂಡಿದ್ದರು. bbox=[476, 734, 920, 970]
article-science-day: ರಾಷ್ಟ್ರೀಯ ವಿಜ್ಞಾನ ದಿನಾಚರಣೆ ಸಿರುಗುಪ್ಪ: ನಗರದಲ್ಲಿ ಇಂದು ಬೆಳಗ್ಗೆ ಎಸ್‌ಎಸ್‌ಎನ್ ಸರ್ಕಾರಿ ಪ್ರಥಮ ದರ್ಜೆ ಕಾಲೇಜಿನಲ್ಲಿ ರಾಷ್ಟ್ರೀಯ ವಿಜ್ಞಾನ ದಿನಾಚರಣೆ ಆಚರಿಸಲಾಯಿತು. ಕಾರ್ಯಕ್ರಮ ಉದ್ಘಾಟಿಸಿ ಮಾತನಾಡಿದ ಪ್ರಾಂಶುಪಾಲರು, ಸರ್ ಸಿ.ವಿ.ರಾಮನ್ ಅವರು 1928 ಫೆಬ್ರವರಿ 28ರಂದು ರಾಮನ್ ಪರಿಣಾಮ ಕಂಡುಹಿಡಿದ ಸ್ಮರಣಾರ್ಥ ಈ ದಿನವನ್ನು ಆಚರಿಸಲಾಗುತ್ತದೆ. ವಿದ್ಯಾರ್ಥಿಗಳು ವೈಜ್ಞಾನಿಕ ಮನೋಭಾವ ಬೆಳೆಸಿಕೊಳ್ಳಬೇಕು. 1930ರಲ್ಲಿ ರಾಮನ್ ಅವರಿಗೆ ನೊಬೆಲ್ ಪ್ರಶಸ್ತಿ ಲಭಿಸಿತು, 1954ರಲ್ಲಿ ಭಾರತ ರತ್ನ ಪ್ರಶಸ್ತಿ ನೀಡಿ ಗೌರವಿಸಲಾಯಿತು ಎಂದರು. ಉಪನ್ಯಾಸಕರು, ಸಿಬ್ಬಂದಿ ಹಾಗೂ ವಿದ್ಯಾರ್ಥಿಗಳು ಉಪಸ್ಥಿತರಿದ್ದರು. bbox=[476, 972, 920, 1130]
person-portrait-photo bbox=[26, 869, 88, 949]
headline: ತಂಬ್ರಹಳ್ಳಿಯ ತೋಂಟದಾರ್ಯ ರಥೋತ್ಸವ ಅದ್ದೂರಿ bbox=[480, 739, 773, 760]
headline: ರಾಷ್ಟ್ರೀಯ ವಿಜ್ಞಾನ ದಿನಾಚರಣೆ bbox=[480, 975, 624, 993]
child-with-certificate-photo bbox=[140, 173, 198, 247]
kirusuddi-section-header: ☝ ಕಿರುಸುದ್ದಿ bbox=[24, 98, 200, 142]
page-subtitle: ಯಾದಗಿರಿ,ಬೀದರ bbox=[524, 44, 609, 62]
bsy-birthday-group-photo bbox=[132, 1178, 478, 1290]
print-registration-marks bbox=[592, 1446, 625, 1452]
article-body: ತಾಲೂಕಿನ ತಂಬ್ರಹಳ್ಳಿ ಗ್ರಾಮದಲ್ಲಿ ಶ್ರೀ ತೋಂಟದಾರ್ಯ ಸ್ವಾಮಿಯ ರಥೋತ್ಸವ ಸಾವಿರಾರು ಭಕ್ತರ ಸಮ್ಮುಖದಲ್ಲಿ ಗುರುವಾರ ಸಂಜೆ ಅದ್ದೂರಿಯಾಗಿ ನೆರವೇರಿತು. ಶಿವರಾತ್ರಿ ಅಮಾವಾಸ್ಯೆಯ ನಿಮಿತ್ತ ಹಮ್ಮಿಕೊಂಡಿದ್ದ ಜಾತ್ರಾ ಮಹೋತ್ಸವದಲ್ಲಿ ಬೆಳಗ್ಗೆಯಿಂದಲೇ ದೇವರಿಗೆ ವಿಶೇಷ ಪೂಜೆ, ರುದ್ರಾಭಿಷೇಕ ನಡೆದವು. ಅಲಂಕೃತ ರಥದಲ್ಲಿ ಸ್ವಾಮಿಯ ಉತ್ಸವ ಮೂರ್ತಿ ಪ್ರತಿಷ್ಠಾಪಿಸಿ ಭಕ್ತರು ರಥ ಎಳೆದರು. ಭಕ್ತರು ರಥಕ್ಕೆ ಬಾಳೆಹಣ್ಣು, ಉತ್ತತ್ತಿ ಎಸೆದು ಭಕ್ತಿ ಸಮರ್ಪಿಸಿದರು. ರಥೋತ್ಸವದ ಅಂಗವಾಗಿ ಗ್ರಾಮದಲ್ಲಿ ಹಬ್ಬದ ವಾತಾವರಣ ನಿರ್ಮಾಣವಾಗಿತ್ತು. ಎಂ.ರುದ್ರಮ್ಮ 30,100 ರೂ.ಗಳಿಗೆ ಪಟವನ್ನು ಹರಾಜಿನಲ್ಲಿ ಪಡೆದರು. ರಥೋತ್ಸವದಲ್ಲಿ ಮಠದ ಪೀಠಾಧಿಪತಿಗಳು, ಜನಪ್ರತಿನಿಧಿಗಳು, ಗ್ರಾಮದ ಮುಖಂಡರು, ಸುತ್ತಮುತ್ತಲಿನ ಗ್ರಾಮಗಳ ಭಕ್ತರು ಪಾಲ್ಗೊಂಡಿದ್ದರು. bbox=[476, 767, 626, 947]
sun-icon bbox=[308, 76, 318, 86]
article-health-centre: ಆರೋಗ್ಯ ಕೇಂದ್ರದ ನೂತನ ಕೊಠಡಿಗೆ ಭೂಮಿಪೂಜೆ ಕುರುಗೋಡು: ಸಮೀಪದ ಸಿರಿಗೇರಿ ಗ್ರಾಮದಲ್ಲಿ ಪ್ರಾಥಮಿಕ ಆರೋಗ್ಯ ಕೇಂದ್ರದ ನೂತನ ಕೊಠಡಿ ನಿರ್ಮಾಣ ಕಾಮಗಾರಿಗೆ ಶಾಸಕ ಜೆ.ಎನ್.ಗಣೇಶ್ ಭೂಮಿಪೂಜೆ ನೆರವೇರಿಸಿದರು. ಬಳಿಕ ಮಾತನಾಡಿದ ಅವರು, 2024-25ನೇ ಸಾಲಿನ ಕಲ್ಯಾಣ ಕರ್ನಾಟಕ ಪ್ರದೇಶಾಭಿವೃದ್ಧಿ ಮಂಡಳಿ ಅನುದಾನದಲ್ಲಿ 75 ಲಕ್ಷ ರೂ. ವೆಚ್ಚದಲ್ಲಿ ಕೊಠಡಿ ನಿರ್ಮಾಣ ಮಾಡಲಾಗುತ್ತಿದೆ. ಗ್ರಾಮೀಣ ಭಾಗದ ಜನರಿಗೆ ಉತ್ತಮ ಆರೋಗ್ಯ ಸೇವೆ ಒದಗಿಸುವುದು ಸರ್ಕಾರದ ಉದ್ದೇಶ. ಕಾಮಗಾರಿಯನ್ನು ಗುಣಮಟ್ಟದಿಂದ ನಿಗದಿತ ಅವಧಿಯಲ್ಲಿ ಪೂರ್ಣಗೊಳಿಸಬೇಕು ಎಂದು ಗುತ್ತಿಗೆದಾರರಿಗೆ ಸೂಚಿಸಿದರು. ಗ್ರಾಮ ಪಂಚಾಯಿತಿ ಅಧ್ಯಕ್ಷರು, ಸದಸ್ಯರು, ವೈದ್ಯಾಧಿಕಾರಿಗಳು, ಆರೋಗ್ಯ ಸಿಬ್ಬಂದಿ, ತಾಲೂಕು ವೈದ್ಯಾಧಿಕಾರಿ, ಪಕ್ಷದ ಮುಖಂಡರು ಹಾಗೂ ಗ್ರಾಮಸ್ಥರು ಉಪಸ್ಥಿತರಿದ್ದರು. bbox=[696, 330, 920, 732]
article-banana-fiber-elephant: ಬಾಳೆ ನಾರಿನ ಆನೆ-ಮಾವುತ ಪ್ರದರ್ಶನ ಕಂಪ್ಲಿ: ಹಂಪಿ ಉತ್ಸವದಲ್ಲಿ ತೋಟಗಾರಿಕೆ ಇಲಾಖೆಯಿಂದ ಈ ಬಾರಿ ಬಾಳೆ ನಾರಿನ ಕರಕುಶಲ ಮಾದರಿಗಳನ್ನು ಪ್ರದರ್ಶಿಸಲು ಸಿದ್ಧತೆ ನಡೆದಿದ್ದು, ಪಟ್ಟಣದ ಶಿಬಿರದಲ್ಲಿ ಕಲಾವಿದರು ತಯಾರಿಸುತ್ತಿರುವ ಬಾಳೆನಾರಿನ ಆನೆ ಹಾಗೂ ಮಾವುತ ಮಾದರಿಗೆ ಅಂತಿಮ ಸ್ಪರ್ಶ ಗುರುವಾರ ನೀಡಲಾಯಿತು. ಕಲಾವಿದರು 40 ಸಾವಿರ ರೂ. ವೆಚ್ಚದಲ್ಲಿ ಫೈಬರ್ ಮತ್ತು ಬಾಳೆ ನಾರು ಬಳಸಿ ಆನೆಯ ಮಾದರಿ ತಯಾರಿಸಿದ್ದಾರೆ. ಬಾಳೆ ನಾರಿನಿಂದ ತಯಾರಿಸಿದ ಬುಟ್ಟಿ, ಚಾಪೆ, ಬ್ಯಾಗ್ ಮುಂತಾದ ವಸ್ತುಗಳೂ ಪ್ರದರ್ಶನಗೊಳ್ಳಲಿವೆ. ಬಾಳೆ ಬೆಳೆಗಾರರಿಗೆ ಹೆಚ್ಚುವರಿ ಆದಾಯ ಒದಗಿಸುವ ಉದ್ದೇಶದಿಂದ ಈ ಪ್ರಯೋಗ ಮಾಡಲಾಗಿದೆ. ಕಳೆದ 20 ದಿನಗಳಿಂದ ಎಂಟು ಕಲಾವಿದರು ಹಗಲು ರಾತ್ರಿ ಶ್ರಮಿಸುತ್ತಿದ್ದಾರೆ. ಉತ್ಸವಕ್ಕೆ ಆಗಮಿಸುವ ಪ್ರವಾಸಿಗರನ್ನು ಈ ಮಾದರಿ ಆಕರ್ಷಿಸಲಿದೆ ಎಂದು ತೋಟಗಾರಿಕೆ ಇಲಾಖೆ ಅಧಿಕಾರಿಗಳು ತಿಳಿಸಿದ್ದಾರೆ. ಅಂದಾಜು 40 ಸಾವಿರ ರೂ. ಮೌಲ್ಯದ ಈ ಮಾದರಿ ಪ್ರಮುಖ ಆಕರ್ಷಣೆಯಾಗಲಿದೆ. bbox=[428, 92, 694, 328]
headline: ಸತತ ಅಧ್ಯಯನದಿಂದ ಸಾಧನೆ bbox=[58, 520, 165, 534]
masthead bbox=[0, 0, 945, 84]
students-event-photo bbox=[26, 540, 198, 608]
article-body: ಬಿಜೆಪಿ ಪಕ್ಷದ ಹಿರಿಯ ನಾಯಕ, ಮಾಜಿ ಮುಖ್ಯಮಂತ್ರಿ ಬಿ.ಎಸ್.ಯಡಿಯೂರಪ್ಪ ಕರ್ನಾಟಕ ಕಂಡ ಧೀಮಂತ ನಾಯಕ ಎಂದು ಬಿಜೆಪಿ ಮಂಡಲ ಅಧ್ಯಕ್ಷರು ಹೇಳಿದರು. ಪಟ್ಟಣದಲ್ಲಿ ಯಡಿಯೂರಪ್ಪ ಅವರ 82ನೇ ಹುಟ್ಟುಹಬ್ಬದ ಅಂಗವಾಗಿ ಆಯೋಜಿಸಿದ್ದ ಕಾರ್ಯಕ್ರಮದಲ್ಲಿ ಮಾತನಾಡಿದರು. ರೈತರ ಪರ ಹೋರಾಟ ನಡೆಸಿ ರಾಜ್ಯದ ಅಭಿವೃದ್ಧಿಗೆ ಶ್ರಮಿಸಿದ ನಾಯಕ. ಮುಖ್ಯಮಂತ್ರಿಯಾಗಿದ್ದ ಅವಧಿಯಲ್ಲಿ ಭಾಗ್ಯಲಕ್ಷ್ಮಿ, ಸೈಕಲ್ ವಿತರಣೆ ಸೇರಿದಂತೆ ಹಲವು ಜನಪರ ಯೋಜನೆ ಜಾರಿಗೆ ತಂದಿದ್ದರು. ಕೃಷಿ ಬಜೆಟ್ ಮಂಡಿಸಿದ ಮೊದಲ ಮುಖ್ಯಮಂತ್ರಿ. 4 ಸಾವಿರ ರೂ. ಕಿಸಾನ್ ಸಮ್ಮಾನ್ ನಿಧಿ ನೀಡಿದರು. ಕಾರ್ಯಕರ್ತರು ಆಸ್ಪತ್ರೆಯಲ್ಲಿ ರೋಗಿಗಳಿಗೆ ಹಣ್ಣು ಹಂಪಲು ವಿತರಿಸಿದರು. ಪಕ್ಷದ ಮುಖಂಡರು, ಕಾರ್ಯಕರ್ತರು ಉಪಸ್ಥಿತರಿದ್ದರು. bbox=[26, 1178, 126, 1454]
article-body: ಎಸ್ಸಿ ಹಾಗೂ ಟಿಎಸ್ಪಿ ಯೋಜನೆಯ ಹಣ ದುರ್ಬಳಕೆ ಖಂಡಿಸಿ ಬಿಜೆಪಿ ಎಸ್ಸಿ ಮೋರ್ಚಾ ಕಾರ್ಯಕರ್ತರು ನಗರದಲ್ಲಿ ಬೃಹತ್ ಪ್ರತಿಭಟನೆ ನಡೆಸಿದರು. ನಗರದ ಜಿಲ್ಲಾಧಿಕಾರಿ ಕಚೇರಿ ಎದುರು ಜಮಾಯಿಸಿದ ಕಾರ್ಯಕರ್ತರು ರಾಜ್ಯ ಕಾಂಗ್ರೆಸ್ ಸರ್ಕಾರದ ವಿರುದ್ಧ ಘೋಷಣೆ ಕೂಗಿದರು. ಪರಿಶಿಷ್ಟ ಜಾತಿ ಮತ್ತು ಪಂಗಡಗಳ ಅಭಿವೃದ್ಧಿಗೆ ಮೀಸಲಿಟ್ಟ ಅನುದಾನವನ್ನು ಗ್ಯಾರಂಟಿ ಯೋಜನೆಗಳಿಗೆ ಬಳಸಿಕೊಂಡಿರುವುದು ಖಂಡನೀಯ ಎಂದು ಆರೋಪಿಸಿದರು. ವಿಧಾನ ಪರಿಷತ್ ವಿರೋಧ ಪಕ್ಷದ ನಾಯಕ ಚಲವಾದಿ ನಾರಾಯಣಸ್ವಾಮಿ ಮಾತನಾಡಿ, ಸರ್ಕಾರ ದಲಿತರ ಹಣವನ್ನು ಅನ್ಯ ಉದ್ದೇಶಗಳಿಗೆ ವರ್ಗಾಯಿಸುತ್ತಿದೆ. ಈ ಬಾರಿ ಬಜೆಟ್‌ನಲ್ಲಿ ಪರಿಶಿಷ್ಟರಿಗೆ ನ್ಯಾಯ ಒದಗಿಸಬೇಕು ಎಂದು ಆಗ್ರಹಿಸಿದರು. ಎಸ್ಸಿಪಿ ಹಾಗೂ ಟಿಎಸ್ಪಿ ಅಡಿಯಲ್ಲಿ ಕಳೆದ ವರ್ಷ 25 ಸಾವಿರ ಕೋಟಿ ರೂ. ಅನುದಾನ ಬೇರೆಡೆಗೆ ವರ್ಗಾವಣೆಯಾಗಿದೆ. ಇದರಿಂದ ಪರಿಶಿಷ್ಟರ ಅಭಿವೃದ್ಧಿ ಕುಂಠಿತವಾಗಿದೆ. ಸರ್ಕಾರ ಕೂಡಲೇ ಅನುದಾನವನ್ನು ಮರಳಿ ಒದಗಿಸಬೇಕು ಎಂದರು. ಅನುದಾನ ನಿರಂತರವಾಗಿ ಸೋರಿಕೆಯಾಗುತ್ತಿದ್ದು, 2024ರಲ್ಲಿ ಎಸ್ಸಿಪಿಯ 7713 ಕೋಟಿ ರೂ. ಹಾಗೂ ಟಿಎಸ್ಪಿಯ 3,430 ಕೋಟಿ ರೂ. ಸೇರಿ ಒಟ್ಟು 11,144 ಕೋಟಿ ರೂ. ಬೇರೆ ಉದ್ದೇಶಕ್ಕೆ ಬಳಕೆಯಾಗಿದೆ. ಈ ಬಗ್ಗೆ ಸಮಗ್ರ ತನಿಖೆ ನಡೆಸಬೇಕು ಎಂದು ಒತ್ತಾಯಿಸಿದರು. ಮುಖಂಡರಾದ ಡಾ.ಮಹಿಪಾಲ್, ಎಂ.ಎಸ್.ಸೋಮಲಿಂಗಪ್ಪ, ಗಾಲಿ ಸೋಮಶೇಖರ್ ರೆಡ್ಡಿ, ಬಿ.ಎಸ್.ಸುರೇಶ್ ಬಾಬು, ಹನುಮಂತಪ್ಪ, ಶ್ರೀನಿವಾಸ್ ಮೋತ್ಕರ್, ಸುರೇಖಾ ಮಲ್ಲನಗೌಡ ಮತ್ತಿತರರು ಉಪಸ್ಥಿತರಿದ್ದರು. bbox=[206, 397, 357, 734]
article-body: ತಾಲೂಕಿನ ಹಂಪಾಪಟ್ಟಣ ಗ್ರಾಮದಲ್ಲಿ ಜೀರ್ಣೋದ್ಧಾರಗೊಂಡ ಶ್ರೀ ದುರುಗಮ್ಮ ದೇವಿಯ ದೇವಸ್ಥಾನದಲ್ಲಿ ದೇವಿಯ ಮೂರ್ತಿ ಪುನರ್ ಪ್ರತಿಷ್ಠಾಪನೆ ಹಾಗೂ ಕಳಸಾರೋಹಣ ಕಾರ್ಯಕ್ರಮ ಅದ್ದೂರಿಯಾಗಿ ನೆರವೇರಿತು. ಬೆಳಗ್ಗೆ ಗಂಗಾಪೂಜೆ, ಗಣಪತಿ ಹೋಮ, ನವಗ್ರಹ ಪೂಜೆ ಸೇರಿದಂತೆ ವಿವಿಧ ಧಾರ್ಮಿಕ ವಿಧಿ ವಿಧಾನಗಳು ನಡೆದವು. ಮಹಿಳೆಯರು ಕುಂಭ ಕಳಸಗಳೊಂದಿಗೆ ಮೆರವಣಿಗೆಯಲ್ಲಿ ಪಾಲ್ಗೊಂಡರು. ಗ್ರಾಮದ ಪ್ರಮುಖ ಬೀದಿಗಳಲ್ಲಿ ದೇವಿಯ ಮೂರ್ತಿಯ ಮೆರವಣಿಗೆ ನಡೆಯಿತು. ಸುತ್ತಮುತ್ತಲಿನ ಗ್ರಾಮಗಳ ಭಕ್ತರು ಆಗಮಿಸಿ ದೇವಿಯ ದರ್ಶನ ಪಡೆದರು. ದೇವಸ್ಥಾನ ಸಮಿತಿ ವತಿಯಿಂದ ಅನ್ನಸಂತರ್ಪಣೆ ನಡೆಯಿತು. bbox=[708, 1163, 920, 1283]
pointing-hand-icon bbox=[34, 100, 74, 140]
weather-low: ಕನಿಷ್ಠ 21° bbox=[369, 72, 411, 86]
headline: ಬಾಳೆ ನಾರಿನ ಆನೆ-ಮಾವುತ ಪ್ರದರ್ಶನ bbox=[428, 92, 694, 117]
quote-mark-icon: ❝ bbox=[362, 523, 380, 559]
weather-strip bbox=[308, 72, 410, 86]
article-school-donation: ರಾಜನಕೋಲೂರಿನ ಪ್ರೌಢ ಶಾಲೆಗೆ ದೇಣಿಗೆ ಹುಣಸಗಿ: ತಾಲೂಕಿನ ರಾಜನಕೋಲೂರು ಗ್ರಾಮದ ಸರ್ಕಾರಿ ಪ್ರೌಢಶಾಲೆಗೆ ಹಳೆಯ ವಿದ್ಯಾರ್ಥಿಗಳು ಹಾಗೂ ದಾನಿಗಳು ಪೀಠೋಪಕರಣ ದೇಣಿಗೆ ನೀಡಿದರು. ಶಾಲೆಯಲ್ಲಿ ನಡೆದ ಸರಳ ಸಮಾರಂಭದಲ್ಲಿ ಮಾತನಾಡಿದ ಮುಖ್ಯ ಶಿಕ್ಷಕರು, ಸರ್ಕಾರಿ ಶಾಲೆಗಳ ಅಭಿವೃದ್ಧಿಗೆ ಸಮುದಾಯದ ಸಹಭಾಗಿತ್ವ ಅಗತ್ಯ. ಹಳೆಯ ವಿದ್ಯಾರ್ಥಿಗಳು ತಾವು ಓದಿದ ಶಾಲೆಗೆ ನೆರವು ನೀಡುತ್ತಿರುವುದು ಮಾದರಿ ಕಾರ್ಯ. ವಿದ್ಯಾರ್ಥಿಗಳು ಶಿಸ್ತು ಮತ್ತು ಸಂಸ್ಕಾರದೊಂದಿಗೆ ಶಿಕ್ಷಣ ಪಡೆದು ಉನ್ನತ ಸ್ಥಾನಕ್ಕೇರಬೇಕು ಎಂದರು. ಶಾಲಾಭಿವೃದ್ಧಿ ಸಮಿತಿ ಅಧ್ಯಕ್ಷರು, ಸದಸ್ಯರು, ಶಿಕ್ಷಕರು ಹಾಗೂ ಗ್ರಾಮಸ್ಥರು ಉಪಸ್ಥಿತರಿದ್ದರು. ದಾನಿಗಳನ್ನು ಸನ್ಮಾನಿಸಲಾಯಿತು. bbox=[482, 1138, 704, 1438]
road-bhoomipooja-photo-block bbox=[698, 92, 920, 328]
lead-kicker: ಬಿಜೆಪಿ ಕಾರ್ಯಕರ್ತರಿಂದ ಬೃಹತ್ ಪ್ರತಿಭಟನೆ bbox=[336, 333, 562, 352]
issue-day: ಶನಿವಾರ bbox=[52, 34, 81, 47]
